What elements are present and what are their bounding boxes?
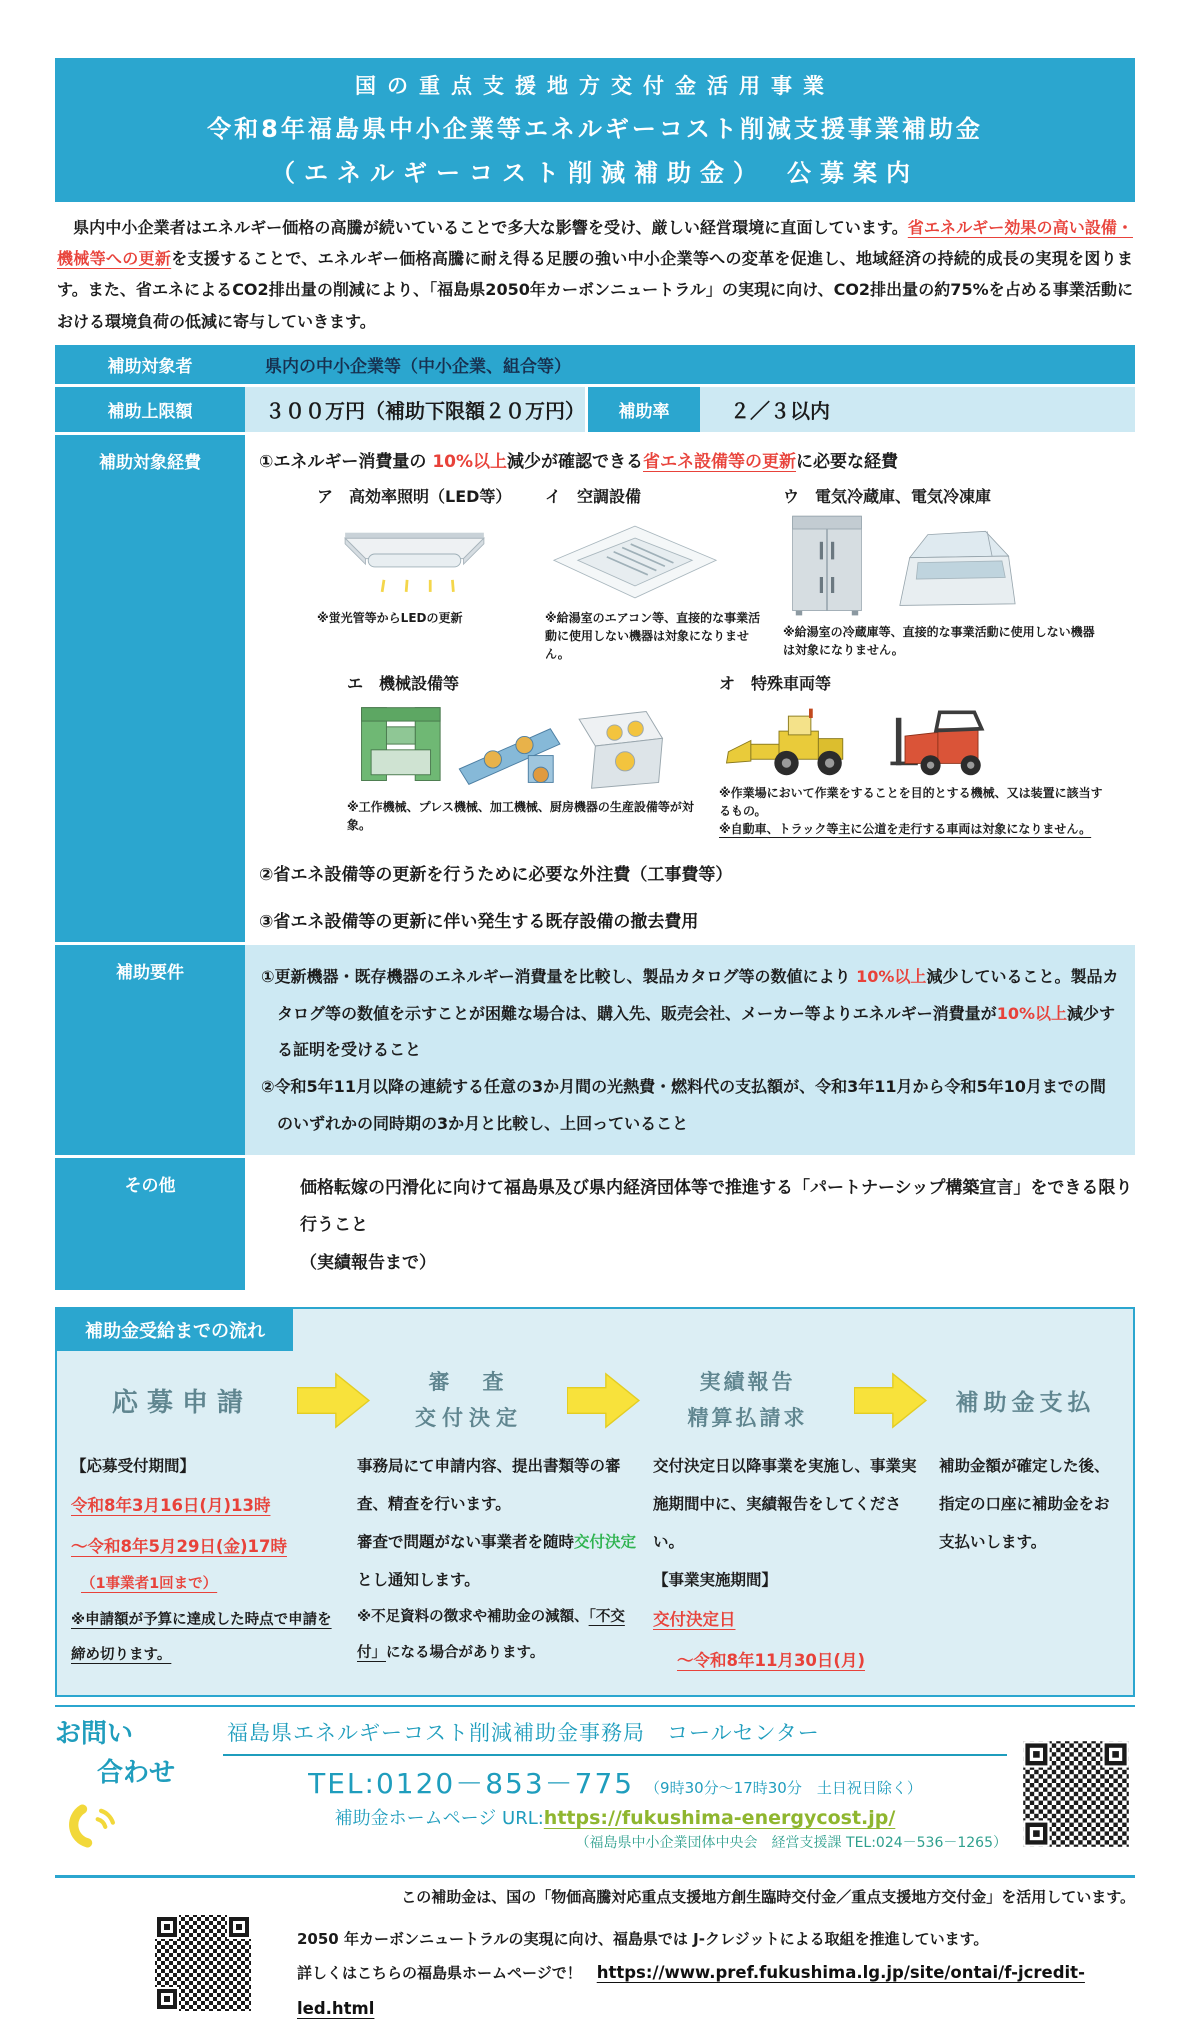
application-period-start: 令和8年3月16日(月)13時: [71, 1496, 271, 1516]
report-text: 交付決定日以降事業を実施し、事業実施期間中に、実績報告をしてください。: [653, 1457, 917, 1552]
expense-item-2: ②省エネ設備等の更新を行うために必要な外注費（工事費等）: [259, 864, 733, 885]
flow-section: [55, 1307, 1135, 1697]
footer-jcredit: [55, 1913, 1135, 2026]
equipment-row-2: [347, 671, 1129, 838]
contact-label-line-1: お問い: [55, 1719, 134, 1749]
flow-arrow-icon: [854, 1372, 928, 1429]
implementation-period-end: ～令和8年11月30日(月): [677, 1650, 865, 1670]
application-note: ※申請額が予算に達成した時点で申請を締め切ります。: [71, 1611, 332, 1664]
homepage-url-link[interactable]: https://fukushima-energycost.jp/: [543, 1807, 896, 1829]
row-label-target: 補助対象者: [55, 345, 245, 384]
review-text-2-post: とし通知します。: [357, 1571, 480, 1590]
other-content: [245, 1158, 1135, 1290]
expense-item-1: [259, 447, 1129, 472]
implementation-period-heading: 【事業実施期間】: [653, 1571, 778, 1590]
requirement-1-red-2: 10%以上: [996, 1003, 1067, 1023]
review-note-underline: 「不交付」: [357, 1609, 625, 1661]
application-period-end: ～令和8年5月29日(金)17時: [71, 1536, 287, 1556]
flow-tab: 補助金受給までの流れ: [57, 1309, 293, 1351]
flow-step-review: [375, 1365, 563, 1436]
row-label-other: その他: [55, 1158, 245, 1290]
contact-hours: （9時30分～17時30分 土日祝日除く）: [645, 1779, 922, 1797]
category-vehicles-note-2: ※自動車、トラック等主に公道を走行する車両は対象になりません。: [719, 821, 1092, 836]
contact-label-line-2: 合わせ: [97, 1758, 176, 1788]
rate-label: 補助率: [585, 387, 700, 432]
review-text-1: 事務局にて申請内容、提出書類等の審査、精査を行います。: [357, 1457, 621, 1514]
category-machinery-note: ※工作機械、プレス機械、加工機械、厨房機器の生産設備等が対象。: [347, 799, 694, 832]
category-aircon-note: ※給湯室のエアコン等、直接的な事業活動に使用しない機器は対象になりません。: [545, 610, 761, 661]
limit-value: ３００万円（補助下限額２０万円）: [245, 387, 585, 432]
intro-text-2: を支援することで、エネルギー価格高騰に耐え得る足腰の強い中小企業等への変革を促進し、地域経済の持続的成長の実現を図ります。また、省エネによるCO2排出量の削減により、「福島県2050年カーボンニュートラル」の実現に向け、CO2排出量の約75%を占める事業活動における環境負荷の低減に寄与していきます。: [57, 249, 1133, 331]
equipment-row-1: [317, 484, 1129, 663]
flow-step-application: 応募申請: [111, 1388, 252, 1419]
application-period-heading: 【応募受付期間】: [71, 1457, 196, 1476]
machinery-image: [347, 700, 677, 792]
jcredit-url-link[interactable]: https://www.pref.fukushima.lg.jp/site/ontai/f-jcredit-led.html: [297, 1963, 1085, 2018]
row-label-expenses: 補助対象経費: [55, 435, 245, 942]
category-refrigerator-note: ※給湯室の冷蔵庫等、直接的な事業活動に使用しない機器は対象になりません。: [783, 624, 1095, 657]
review-note-pre: ※不足資料の徴求や補助金の減額、: [357, 1609, 589, 1626]
flow-step-report-line-2: 精算払請求: [687, 1405, 808, 1430]
subsidy-table: [55, 345, 1135, 1293]
flow-step-review-line-2: 交付決定: [415, 1405, 523, 1430]
rate-value: ２／３以内: [700, 387, 1135, 432]
expense-item-1-text: ①エネルギー消費量の: [259, 451, 433, 472]
category-aircon-title: イ 空調設備: [545, 486, 642, 506]
review-note-post: になる場合があります。: [386, 1644, 545, 1661]
homepage-label: 補助金ホームページ URL:: [334, 1808, 544, 1829]
expense-item-1-post: に必要な経費: [796, 451, 899, 472]
category-machinery: [347, 671, 719, 838]
contact-body: [223, 1715, 1007, 1865]
requirement-2: ②令和5年11月以降の連続する任意の3か月間の光熱費・燃料代の支払額が、令和3年11月から令和5年10月までの間のいずれかの同時期の3か月と比較し、上回っていること: [261, 1077, 1106, 1133]
contact-label: [55, 1715, 223, 1865]
contact-sub: （福島県中小企業団体中央会 経営支援課 TEL:024－536－1265）: [575, 1835, 1007, 1851]
row-limit: [55, 387, 1135, 435]
expenses-content: [245, 435, 1135, 942]
category-lighting-title: ア 高効率照明（LED等）: [317, 486, 512, 506]
review-text-2-green: 交付決定: [574, 1533, 637, 1552]
category-refrigerator-title: ウ 電気冷蔵庫、電気冷凍庫: [783, 486, 992, 506]
freezer-image: [885, 528, 1025, 617]
category-refrigerator: [783, 484, 1113, 663]
row-label-requirements: 補助要件: [55, 945, 245, 1155]
review-text-2-pre: 審査で問題がない事業者を随時: [357, 1533, 575, 1552]
expense-item-1-link: 省エネ設備等の更新: [643, 451, 797, 472]
flow-arrow-icon: [567, 1372, 641, 1429]
intro-paragraph: [57, 212, 1133, 337]
led-light-image: [317, 529, 512, 603]
forklift-image: [883, 705, 1011, 778]
category-aircon: [545, 484, 783, 663]
requirement-1-red-1: 10%以上: [856, 966, 927, 986]
intro-highlight: 省エネルギー効果の高い設備・機械等への更新: [57, 218, 1133, 269]
header-line-3: （エネルギーコスト削減補助金） 公募案内: [271, 159, 919, 187]
contact-office: 福島県エネルギーコスト削減補助金事務局 コールセンター: [223, 1715, 1007, 1756]
row-expenses: [55, 435, 1135, 945]
contact-section: [55, 1705, 1135, 1878]
category-lighting-note: ※蛍光管等からLEDの更新: [317, 610, 463, 625]
jcredit-text: [297, 1913, 1135, 2026]
refrigerator-image: [783, 513, 871, 617]
flow-col-payment: [939, 1448, 1119, 1681]
flow-step-review-line-1: 審 査: [428, 1369, 510, 1394]
jcredit-line-2-label: 詳しくはこちらの福島県ホームページで！: [297, 1964, 582, 1983]
contact-tel-line: [223, 1762, 1007, 1802]
header-line-2: 令和8年福島県中小企業等エネルギーコスト削減支援事業補助金: [207, 115, 983, 143]
category-vehicles-title: オ 特殊車両等: [719, 673, 832, 693]
header-band: [55, 58, 1135, 202]
footer-qr-code: [153, 1913, 253, 2013]
flow-step-report-line-1: 実績報告: [699, 1369, 796, 1394]
contact-qr-code: [1021, 1739, 1131, 1849]
flow-step-payment: 補助金支払: [955, 1390, 1096, 1417]
contact-tel: TEL:0120－853－775: [308, 1767, 635, 1800]
application-limit: （1事業者1回まで）: [81, 1576, 218, 1593]
flow-steps: [71, 1365, 1119, 1436]
flow-step-report: [645, 1365, 850, 1436]
requirement-1-text-3: 減少する証明を受けること: [277, 1003, 1116, 1060]
expense-item-1-red: 10%以上: [432, 451, 508, 472]
row-requirements: [55, 945, 1135, 1158]
requirement-1-text-2: 減少していること。製品カタログ等の数値を示すことが困難な場合は、購入先、販売会社、メーカー等よりエネルギー消費量が: [277, 966, 1119, 1023]
requirement-1-text-1: ①更新機器・既存機器のエネルギー消費量を比較し、製品カタログ等の数値により: [261, 966, 857, 986]
category-machinery-title: エ 機械設備等: [347, 673, 460, 693]
wheel-loader-image: [719, 703, 869, 778]
other-line-1: 価格転嫁の円滑化に向けて福島県及び県内経済団体等で推進する「パートナーシップ構築宣言」をできる限り行うこと: [300, 1177, 1133, 1236]
contact-homepage-line: [223, 1804, 1007, 1830]
flow-details: [71, 1448, 1119, 1681]
payment-text: 補助金額が確定した後、指定の口座に補助金をお支払いします。: [939, 1457, 1110, 1552]
requirements-content: [245, 945, 1135, 1155]
target-value: 県内の中小企業等（中小企業、組合等）: [265, 356, 571, 377]
phone-icon: [69, 1799, 123, 1853]
expense-item-1-mid: 減少が確認できる: [507, 451, 644, 472]
header-line-1: 国の重点支援地方交付金活用事業: [355, 74, 835, 98]
flow-arrow-icon: [297, 1372, 371, 1429]
flow-col-review: [357, 1448, 639, 1681]
flow-col-application: [71, 1448, 343, 1681]
footer-note: この補助金は、国の「物価高騰対応重点支援地方創生臨時交付金／重点支援地方交付金」を活用しています。: [401, 1888, 1135, 1906]
category-vehicles-note-1: ※作業場において作業をすることを目的とする機械、又は装置に該当するもの。: [719, 785, 1103, 818]
category-vehicles: [719, 671, 1119, 838]
implementation-period-start: 交付決定日: [653, 1610, 736, 1630]
review-text-2: [357, 1524, 639, 1600]
other-line-2: （実績報告まで）: [300, 1252, 436, 1273]
category-lighting: [317, 484, 545, 663]
review-note: [357, 1600, 639, 1671]
row-target: [55, 345, 1135, 387]
jcredit-line-2: [297, 1955, 1135, 2026]
flow-col-report: [653, 1448, 925, 1681]
jcredit-line-1: 2050 年カーボンニュートラルの実現に向け、福島県では J-クレジットによる取組を推進しています。: [297, 1930, 989, 1948]
row-other: [55, 1158, 1135, 1293]
air-conditioner-image: [545, 521, 725, 603]
row-label-limit: 補助上限額: [55, 387, 245, 432]
intro-text-1: 県内中小企業者はエネルギー価格の高騰が続いていることで多大な影響を受け、厳しい経営環境に直面しています。: [57, 218, 908, 237]
expense-item-3: ③省エネ設備等の更新に伴い発生する既存設備の撤去費用: [259, 911, 699, 932]
requirement-1: [261, 959, 1119, 1069]
